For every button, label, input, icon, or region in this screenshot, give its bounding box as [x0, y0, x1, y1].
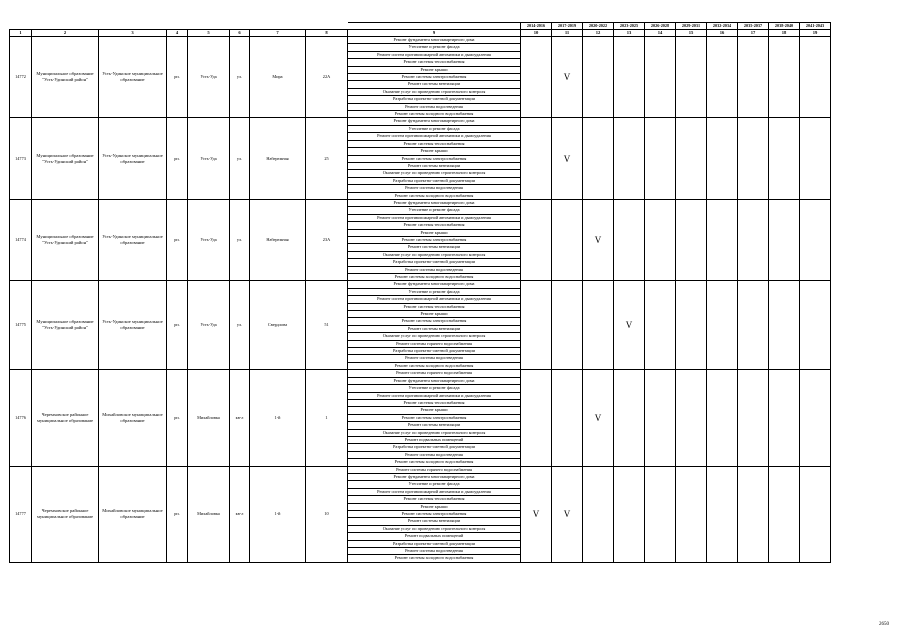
- work-type: Ремонт системы электроснабжения: [348, 236, 521, 243]
- work-type: Ремонт крыши: [348, 229, 521, 236]
- work-type: Ремонт фундамента многоквартирного дома: [348, 281, 521, 288]
- period-header-row: [10, 23, 862, 30]
- table-row: [10, 281, 862, 288]
- work-type: Ремонт системы холодного водоснабжения: [348, 192, 521, 199]
- header-blank-cell: [99, 23, 167, 30]
- street-name: 1-й: [250, 466, 306, 562]
- work-type: Ремонт системы горячего водоснабжения: [348, 370, 521, 377]
- work-type: Ремонт подвальных помещений: [348, 533, 521, 540]
- work-type: Утепление и ремонт фасада: [348, 385, 521, 392]
- record-number: 14774: [10, 199, 32, 280]
- period-cell: [521, 118, 552, 199]
- period-cell: [676, 466, 707, 562]
- period-cell: [552, 370, 583, 466]
- municipal-entity: Усть-Удинское муниципальное образование: [99, 37, 167, 118]
- work-type: Ремонт систем противопожарной автоматики и дымоудаления: [348, 214, 521, 221]
- period-cell: [800, 466, 831, 562]
- header-blank-cell: [167, 23, 188, 30]
- period-mark: V: [552, 118, 583, 199]
- work-type: Ремонт системы электроснабжения: [348, 155, 521, 162]
- column-number: 5: [188, 30, 230, 37]
- column-number: 3: [99, 30, 167, 37]
- work-type: Ремонт системы теплоснабжения: [348, 496, 521, 503]
- work-type: Ремонт системы вентиляции: [348, 162, 521, 169]
- work-type: Ремонт системы теплоснабжения: [348, 222, 521, 229]
- period-mark: V: [521, 466, 552, 562]
- work-type: Разработка проектно-сметной документации: [348, 540, 521, 547]
- period-cell: [676, 281, 707, 370]
- municipal-district: Муниципальное образование "Усть-Удинский район": [32, 37, 99, 118]
- work-type: Ремонт фундамента многоквартирного дома: [348, 118, 521, 125]
- work-type: Ремонт системы электроснабжения: [348, 74, 521, 81]
- work-type: Утепление и ремонт фасада: [348, 207, 521, 214]
- work-type: Ремонт системы водоотведения: [348, 451, 521, 458]
- work-type: Ремонт системы вентиляции: [348, 325, 521, 332]
- work-type: Ремонт системы холодного водоснабжения: [348, 111, 521, 118]
- period-cell: [800, 370, 831, 466]
- table-row: [10, 199, 862, 206]
- period-cell: [614, 37, 645, 118]
- house-number: 23А: [306, 199, 348, 280]
- period-header: 2032-2034: [707, 23, 738, 30]
- street-type: кв-л: [230, 370, 250, 466]
- street-type: кв-л: [230, 466, 250, 562]
- table-row: [10, 118, 862, 125]
- column-number-row: [10, 30, 862, 37]
- period-cell: [676, 37, 707, 118]
- work-type: Ремонт системы теплоснабжения: [348, 399, 521, 406]
- period-cell: [738, 466, 769, 562]
- work-type: Ремонт системы теплоснабжения: [348, 303, 521, 310]
- period-cell: [521, 199, 552, 280]
- period-cell: [583, 281, 614, 370]
- work-type: Ремонт системы горячего водоснабжения: [348, 466, 521, 473]
- work-type: Ремонт фундамента многоквартирного дома: [348, 377, 521, 384]
- period-cell: [769, 370, 800, 466]
- column-number: 16: [707, 30, 738, 37]
- house-number: 51: [306, 281, 348, 370]
- period-cell: [707, 466, 738, 562]
- table-row: [10, 37, 862, 44]
- header-blank-cell: [188, 23, 230, 30]
- work-type: Ремонт системы водоотведения: [348, 103, 521, 110]
- street-name: Набережная: [250, 118, 306, 199]
- settlement-type: рп.: [167, 281, 188, 370]
- period-cell: [645, 37, 676, 118]
- period-cell: [645, 466, 676, 562]
- street-name: Набережная: [250, 199, 306, 280]
- period-mark: V: [583, 199, 614, 280]
- period-cell: [645, 118, 676, 199]
- work-type: Разработка проектно-сметной документации: [348, 348, 521, 355]
- period-cell: [769, 199, 800, 280]
- period-cell: [645, 281, 676, 370]
- record-number: 14773: [10, 118, 32, 199]
- municipal-district: Муниципальное образование "Усть-Удинский район": [32, 199, 99, 280]
- work-type: Ремонт систем противопожарной автоматики и дымоудаления: [348, 51, 521, 58]
- work-type: Ремонт системы водоотведения: [348, 266, 521, 273]
- work-type: Ремонт систем противопожарной автоматики и дымоудаления: [348, 392, 521, 399]
- column-number: 12: [583, 30, 614, 37]
- period-cell: [583, 466, 614, 562]
- municipal-district: Муниципальное образование "Усть-Удинский район": [32, 118, 99, 199]
- header-blank-cell: [230, 23, 250, 30]
- work-type: Утепление и ремонт фасада: [348, 125, 521, 132]
- period-cell: [614, 370, 645, 466]
- work-type: Ремонт системы теплоснабжения: [348, 59, 521, 66]
- work-type: Разработка проектно-сметной документации: [348, 177, 521, 184]
- period-cell: [707, 118, 738, 199]
- house-number: 22А: [306, 37, 348, 118]
- period-header: 2023-2025: [614, 23, 645, 30]
- period-mark: V: [614, 281, 645, 370]
- page-number: 2650: [879, 622, 889, 627]
- period-header: 2026-2028: [645, 23, 676, 30]
- work-type: Оказание услуг по проведению строительного контроля: [348, 333, 521, 340]
- column-number: 8: [306, 30, 348, 37]
- record-number: 14776: [10, 370, 32, 466]
- work-type: Разработка проектно-сметной документации: [348, 444, 521, 451]
- period-cell: [521, 37, 552, 118]
- period-cell: [738, 370, 769, 466]
- settlement-name: Усть-Уда: [188, 199, 230, 280]
- period-cell: [676, 118, 707, 199]
- header-blank-cell: [10, 23, 32, 30]
- street-type: ул.: [230, 199, 250, 280]
- street-name: Свердлова: [250, 281, 306, 370]
- work-type: Ремонт системы теплоснабжения: [348, 140, 521, 147]
- column-number: 6: [230, 30, 250, 37]
- period-header: 2014-2016: [521, 23, 552, 30]
- work-type: Ремонт системы водоотведения: [348, 355, 521, 362]
- municipal-entity: Усть-Удинское муниципальное образование: [99, 118, 167, 199]
- period-cell: [676, 199, 707, 280]
- settlement-name: Усть-Уда: [188, 118, 230, 199]
- work-type: Утепление и ремонт фасада: [348, 288, 521, 295]
- work-type: Ремонт крыши: [348, 503, 521, 510]
- period-header: 2035-2037: [738, 23, 769, 30]
- period-cell: [738, 37, 769, 118]
- work-type: Ремонт системы холодного водоснабжения: [348, 555, 521, 562]
- work-type: Оказание услуг по проведению строительного контроля: [348, 251, 521, 258]
- period-mark: V: [583, 370, 614, 466]
- work-type: Ремонт фундамента многоквартирного дома: [348, 37, 521, 44]
- work-type: Ремонт систем противопожарной автоматики и дымоудаления: [348, 133, 521, 140]
- work-type: Ремонт крыши: [348, 148, 521, 155]
- period-cell: [614, 118, 645, 199]
- column-number: 2: [32, 30, 99, 37]
- work-type: Ремонт системы горячего водоснабжения: [348, 340, 521, 347]
- period-cell: [738, 118, 769, 199]
- period-cell: [800, 118, 831, 199]
- header-blank-cell: [250, 23, 306, 30]
- street-type: ул.: [230, 281, 250, 370]
- work-type: Утепление и ремонт фасада: [348, 481, 521, 488]
- period-cell: [707, 199, 738, 280]
- capital-repair-table: [9, 22, 862, 563]
- header-blank-cell: [306, 23, 348, 30]
- period-mark: V: [552, 466, 583, 562]
- column-number: 9: [348, 30, 521, 37]
- street-name: Мира: [250, 37, 306, 118]
- column-number: 4: [167, 30, 188, 37]
- period-cell: [738, 199, 769, 280]
- municipal-entity: Михайловское муниципальное образование: [99, 370, 167, 466]
- work-type: Ремонт системы электроснабжения: [348, 318, 521, 325]
- period-cell: [614, 199, 645, 280]
- municipal-entity: Усть-Удинское муниципальное образование: [99, 199, 167, 280]
- municipal-entity: Михайловское муниципальное образование: [99, 466, 167, 562]
- column-number: 14: [645, 30, 676, 37]
- municipal-district: Черемховское районное муниципальное образование: [32, 466, 99, 562]
- column-number: 19: [800, 30, 831, 37]
- work-type: Ремонт системы водоотведения: [348, 548, 521, 555]
- work-type: Ремонт систем противопожарной автоматики и дымоудаления: [348, 488, 521, 495]
- work-type: Ремонт системы вентиляции: [348, 422, 521, 429]
- work-type: Ремонт систем противопожарной автоматики и дымоудаления: [348, 296, 521, 303]
- period-cell: [552, 199, 583, 280]
- period-cell: [521, 281, 552, 370]
- period-cell: [738, 281, 769, 370]
- settlement-name: Михайловка: [188, 466, 230, 562]
- municipal-district: Черемховское районное муниципальное образование: [32, 370, 99, 466]
- street-type: ул.: [230, 37, 250, 118]
- work-type: Разработка проектно-сметной документации: [348, 96, 521, 103]
- period-cell: [769, 37, 800, 118]
- work-type: Разработка проектно-сметной документации: [348, 259, 521, 266]
- settlement-type: рп.: [167, 466, 188, 562]
- period-header: 2029-2031: [676, 23, 707, 30]
- settlement-name: Усть-Уда: [188, 37, 230, 118]
- period-header: 2038-2040: [769, 23, 800, 30]
- settlement-type: рп.: [167, 199, 188, 280]
- column-number: 10: [521, 30, 552, 37]
- house-number: 1: [306, 370, 348, 466]
- settlement-type: рп.: [167, 118, 188, 199]
- settlement-name: Михайловка: [188, 370, 230, 466]
- work-type: Ремонт крыши: [348, 407, 521, 414]
- work-type: Ремонт системы водоотведения: [348, 185, 521, 192]
- period-mark: V: [552, 37, 583, 118]
- period-cell: [521, 370, 552, 466]
- column-number: 17: [738, 30, 769, 37]
- work-type: Ремонт системы вентиляции: [348, 244, 521, 251]
- period-cell: [645, 199, 676, 280]
- column-number: 13: [614, 30, 645, 37]
- period-cell: [676, 370, 707, 466]
- work-type: Ремонт системы холодного водоснабжения: [348, 274, 521, 281]
- header-blank-cell: [32, 23, 99, 30]
- work-type: Оказание услуг по проведению строительного контроля: [348, 88, 521, 95]
- period-header: 2041-2043: [800, 23, 831, 30]
- period-cell: [769, 466, 800, 562]
- period-cell: [583, 118, 614, 199]
- period-cell: [769, 281, 800, 370]
- work-type: Ремонт системы холодного водоснабжения: [348, 362, 521, 369]
- work-type: Ремонт крыши: [348, 66, 521, 73]
- period-cell: [800, 37, 831, 118]
- period-header: 2017-2019: [552, 23, 583, 30]
- record-number: 14775: [10, 281, 32, 370]
- work-type: Ремонт системы электроснабжения: [348, 511, 521, 518]
- settlement-name: Усть-Уда: [188, 281, 230, 370]
- period-header: 2020-2022: [583, 23, 614, 30]
- period-cell: [707, 370, 738, 466]
- period-cell: [707, 281, 738, 370]
- work-type: Ремонт системы вентиляции: [348, 518, 521, 525]
- work-type: Оказание услуг по проведению строительного контроля: [348, 525, 521, 532]
- municipal-entity: Усть-Удинское муниципальное образование: [99, 281, 167, 370]
- column-number: 11: [552, 30, 583, 37]
- municipal-district: Муниципальное образование "Усть-Удинский район": [32, 281, 99, 370]
- work-type: Ремонт системы холодного водоснабжения: [348, 459, 521, 466]
- house-number: 25: [306, 118, 348, 199]
- period-cell: [645, 370, 676, 466]
- settlement-type: рп.: [167, 370, 188, 466]
- work-type: Оказание услуг по проведению строительного контроля: [348, 429, 521, 436]
- table-row: [10, 466, 862, 473]
- period-cell: [552, 281, 583, 370]
- period-cell: [614, 466, 645, 562]
- column-number: 1: [10, 30, 32, 37]
- column-number: 15: [676, 30, 707, 37]
- period-cell: [707, 37, 738, 118]
- work-type: Ремонт системы вентиляции: [348, 81, 521, 88]
- work-type: Ремонт системы электроснабжения: [348, 414, 521, 421]
- work-type: Ремонт крыши: [348, 311, 521, 318]
- settlement-type: рп.: [167, 37, 188, 118]
- work-type: Оказание услуг по проведению строительного контроля: [348, 170, 521, 177]
- work-type: Ремонт фундамента многоквартирного дома: [348, 199, 521, 206]
- period-cell: [769, 118, 800, 199]
- period-cell: [800, 199, 831, 280]
- work-type: Утепление и ремонт фасада: [348, 44, 521, 51]
- header-blank-cell: [348, 23, 521, 30]
- work-type: Ремонт подвальных помещений: [348, 436, 521, 443]
- column-number: 18: [769, 30, 800, 37]
- street-type: ул.: [230, 118, 250, 199]
- house-number: 10: [306, 466, 348, 562]
- work-type: Ремонт фундамента многоквартирного дома: [348, 473, 521, 480]
- record-number: 14777: [10, 466, 32, 562]
- period-cell: [800, 281, 831, 370]
- record-number: 14772: [10, 37, 32, 118]
- street-name: 1-й: [250, 370, 306, 466]
- column-number: 7: [250, 30, 306, 37]
- table-row: [10, 370, 862, 377]
- period-cell: [583, 37, 614, 118]
